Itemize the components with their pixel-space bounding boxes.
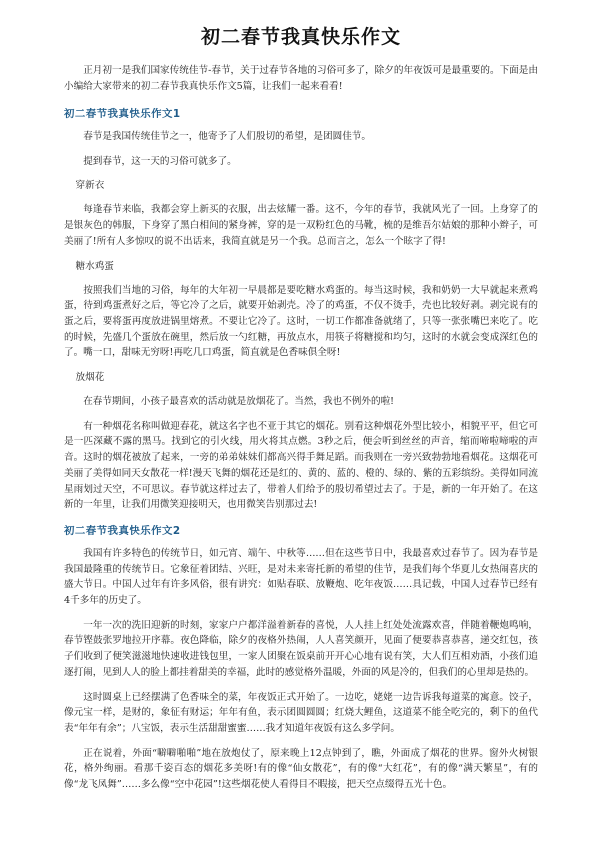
body-paragraph: 在春节期间，小孩子最喜欢的活动就是放烟花了。当然，我也不例外的啦! <box>83 396 395 408</box>
body-paragraph: 提到春节，这一天的习俗可就多了。 <box>83 155 237 167</box>
body-paragraph: 春节是我国传统佳节之一，他寄予了人们殷切的希望，是团圆佳节。 <box>83 131 371 142</box>
body-paragraph: 一年一次的洗旧迎新的时刻，家家户户都洋溢着新春的喜悦，人人挂上红处处流露欢喜，伴随着鞭炮鸣响，春节铿鼓张罗地拉开序幕。夜色降临，除夕的夜格外热闹，人人喜笑颜开，见面了便要恭喜恭喜，递交红包，孩子们收到了便笑滋滋地快速收进钱包里，一家人团聚在饭桌前开开心心地有说有笑，大人们互相劝酒，小孩们追逐打闹，见到人人的脸上都挂着甜美的幸福，此时的感觉格外温暖，外面的风是冷的，但我们的心里却是热的。 <box>64 619 538 678</box>
body-paragraph: 正在说着，外面“噼噼啪啪”地在放炮仗了，原来晚上12点钟到了，瞧，外面成了烟花的世界。窗外火树银花，格外绚丽。看那千姿百态的烟花多美呀!有的像“仙女散花”，有的像“大红花”，有的像“满天繁星”，有的像“龙飞凤舞”……多么像“空中花园”!这些烟花使人看得目不暇接，把天空点缀得五光十色。 <box>64 747 538 791</box>
subheading: 放烟花 <box>75 372 105 384</box>
sections-container <box>64 105 538 793</box>
subheading: 穿新衣 <box>75 180 105 192</box>
document-title: 初二春节我真快乐作文 <box>200 26 401 48</box>
body-paragraph: 我国有许多特色的传统节日，如元宵、端午、中秋等……但在这些节日中，我最喜欢过春节了。因为春节是我国最隆重的传统节日。它象征着团结、兴旺，是对未来寄托新的希望的佳节，是我们每个华夏儿女热闹喜庆的盛大节日。中国人过年有许多风俗，很有讲究：如贴春联、放鞭炮、吃年夜饭……具记载，中国人过春节已经有4千多年的历史了。 <box>64 547 538 607</box>
body-paragraph: 每逢春节来临，我都会穿上新买的衣服，出去炫耀一番。这不，今年的春节，我就风光了一回。上身穿了的是银灰色的韩服，下身穿了黑白相间的紧身裤，穿的是一双粉红色的马靴，梳的是维吾尔姑娘的那种小辫子，可美丽了!所有人多惊叹的说不出话来，我简直就是另一个我。总而言之，怎么一个眩字了得! <box>64 204 538 247</box>
intro-paragraph: 正月初一是我们国家传统佳节-春节，关于过春节各地的习俗可多了，除夕的年夜饭可是最重要的。下面是由小编给大家带来的初二春节我真快乐作文5篇，让我们一起来看看! <box>64 65 538 92</box>
body-paragraph: 有一种烟花名称叫做迎春花，就这名字也不亚于其它的烟花。别看这种烟花外型比较小，相貌平平，但它可是一匹深藏不露的黑马。找到它的引火线，用火将其点燃。3秒之后，便会听到丝丝的声音，缩而啼啦啼啦的声音。这时的烟花被放了起来，一旁的弟弟妹妹们都高兴得手舞足蹈。而我则在一旁兴致勃勃地看烟花。这烟花可美丽了美得如同天女散花一样!漫天飞舞的烟花还是红的、黄的、蓝的、橙的、绿的、紫的五彩缤纷。美得如同流星雨划过天空，不可思议。春节就这样过去了，带着人们给予的殷切希望过去了。于是，新的一年开始了。在这新的一年里，让我们用微笑迎接明天，也用微笑告别那过去! <box>64 420 538 511</box>
body-paragraph: 按照我们当地的习俗，每年的大年初一早晨都是要吃糖水鸡蛋的。每当这时候，我和奶奶一大早就起来煮鸡蛋，待到鸡蛋煮好之后，等它冷了之后，就要开始剥壳。冷了的鸡蛋，不仅不烫手，壳也比较好剥。剥完说有的蛋之后，要将蛋再度放进锅里熔煮。不要让它冷了。这时，一切工作都准备就绪了，只等一张张嘴巴来吃了。吃的时候，先盛几个蛋放在碗里，然后放一勺红糖，再放点水，用筷子将糖搅和均匀，这时的水就会变成深红色的了。嘴一口，甜味无穷呀!再吃几口鸡蛋，简直就是色香味俱全呀! <box>64 284 538 359</box>
subheading: 糖水鸡蛋 <box>75 260 114 272</box>
section-heading: 初二春节我真快乐作文2 <box>64 524 181 537</box>
section-heading: 初二春节我真快乐作文1 <box>64 108 181 120</box>
body-paragraph: 这时圆桌上已经摆满了色香味全的菜，年夜饭正式开始了。一边吃，姥姥一边告诉我每道菜的寓意。饺子，像元宝一样，是财的，象征有财运；年年有鱼，表示团圆圆圆；红烧大鲤鱼，这道菜不能全吃完的，剩下的鱼代表“年年有余”；八宝饭，表示生活甜甜蜜蜜……我才知道年夜饭有这么多学问。 <box>64 691 538 734</box>
